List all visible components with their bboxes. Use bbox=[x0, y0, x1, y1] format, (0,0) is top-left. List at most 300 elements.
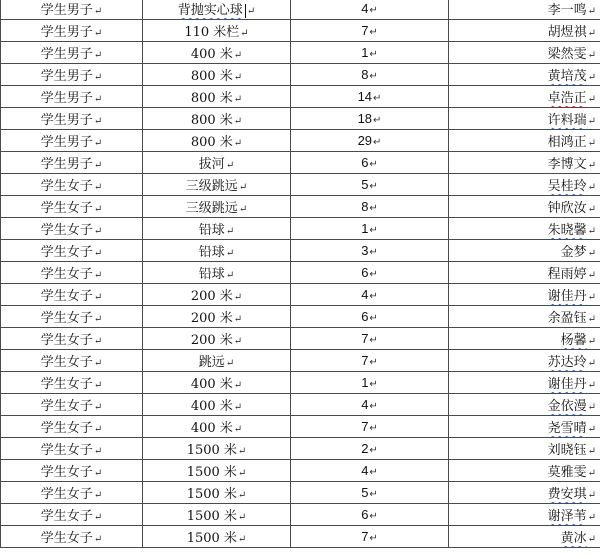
name-cell[interactable] bbox=[449, 394, 600, 416]
group-cell-text: 学生女子 bbox=[40, 311, 93, 326]
paragraph-mark-icon: ↵ bbox=[233, 72, 243, 83]
paragraph-mark-icon: ↵ bbox=[93, 94, 103, 105]
paragraph-mark-icon: ↵ bbox=[93, 50, 103, 61]
paragraph-mark-icon: ↵ bbox=[587, 50, 596, 61]
event-cell[interactable] bbox=[143, 174, 291, 196]
paragraph-mark-icon: ↵ bbox=[93, 336, 103, 347]
paragraph-mark-icon: ↵ bbox=[246, 6, 256, 17]
group-cell[interactable] bbox=[1, 526, 143, 548]
group-cell[interactable] bbox=[1, 416, 143, 438]
number-cell[interactable] bbox=[291, 372, 449, 394]
name-cell-text: 李博文 bbox=[547, 157, 587, 172]
event-cell[interactable] bbox=[143, 460, 291, 482]
group-cell[interactable] bbox=[1, 20, 143, 42]
group-cell[interactable] bbox=[1, 0, 143, 20]
table-row bbox=[1, 152, 600, 174]
table-row bbox=[1, 64, 600, 86]
name-cell-text: 尧雪晴 bbox=[547, 421, 587, 436]
event-cell-text: 800 米 bbox=[190, 113, 233, 128]
name-cell-text: 杨馨 bbox=[560, 333, 587, 348]
event-cell[interactable] bbox=[143, 328, 291, 350]
event-cell-text: 400 米 bbox=[190, 47, 233, 62]
number-cell-text: 4 bbox=[361, 1, 369, 16]
event-cell-text: 800 米 bbox=[190, 91, 233, 106]
number-cell[interactable] bbox=[291, 284, 449, 306]
name-cell-text: 谢佳丹 bbox=[547, 289, 587, 304]
number-cell[interactable] bbox=[291, 152, 449, 174]
group-cell-text: 学生女子 bbox=[40, 179, 93, 194]
number-cell-text: 4 bbox=[361, 287, 369, 302]
group-cell-text: 学生女子 bbox=[40, 333, 93, 348]
event-cell-text: 1500 米 bbox=[186, 509, 237, 524]
number-cell-text: 6 bbox=[361, 309, 369, 324]
number-cell-text: 1 bbox=[361, 375, 369, 390]
paragraph-mark-icon: ↵ bbox=[93, 468, 103, 479]
paragraph-mark-icon: ↵ bbox=[369, 49, 378, 60]
number-cell[interactable] bbox=[291, 218, 449, 240]
paragraph-mark-icon: ↵ bbox=[587, 468, 596, 479]
name-cell-text: 余盈钰 bbox=[547, 311, 587, 326]
event-cell-text: 400 米 bbox=[190, 377, 233, 392]
table-row bbox=[1, 416, 600, 438]
event-cell-text: 拔河 bbox=[198, 157, 225, 172]
name-cell[interactable] bbox=[449, 416, 600, 438]
paragraph-mark-icon: ↵ bbox=[225, 248, 235, 259]
number-cell[interactable] bbox=[291, 262, 449, 284]
group-cell[interactable] bbox=[1, 482, 143, 504]
name-cell-text: 梁然雯 bbox=[547, 47, 587, 62]
number-cell[interactable] bbox=[291, 64, 449, 86]
group-cell-text: 学生男子 bbox=[40, 157, 93, 172]
group-cell-text: 学生女子 bbox=[40, 421, 93, 436]
event-cell-text: 200 米 bbox=[190, 333, 233, 348]
name-cell[interactable] bbox=[449, 350, 600, 372]
number-cell[interactable] bbox=[291, 526, 449, 548]
paragraph-mark-icon: ↵ bbox=[93, 358, 103, 369]
paragraph-mark-icon: ↵ bbox=[233, 116, 243, 127]
name-cell[interactable] bbox=[449, 460, 600, 482]
name-cell-text: 谢佳丹 bbox=[547, 377, 587, 392]
group-cell[interactable] bbox=[1, 372, 143, 394]
name-cell-text: 刘晓钰 bbox=[547, 443, 587, 458]
name-cell[interactable] bbox=[449, 526, 600, 548]
number-cell[interactable] bbox=[291, 482, 449, 504]
event-cell-text: 400 米 bbox=[190, 399, 233, 414]
group-cell[interactable] bbox=[1, 504, 143, 526]
group-cell[interactable] bbox=[1, 284, 143, 306]
group-cell-text: 学生男子 bbox=[40, 47, 93, 62]
group-cell[interactable] bbox=[1, 438, 143, 460]
paragraph-mark-icon: ↵ bbox=[93, 116, 103, 127]
table-row bbox=[1, 196, 600, 218]
table-row bbox=[1, 438, 600, 460]
group-cell-text: 学生男子 bbox=[40, 91, 93, 106]
paragraph-mark-icon: ↵ bbox=[237, 512, 247, 523]
paragraph-mark-icon: ↵ bbox=[369, 181, 378, 192]
number-cell-text: 7 bbox=[361, 529, 369, 544]
table-row bbox=[1, 394, 600, 416]
name-cell[interactable] bbox=[449, 504, 600, 526]
name-cell[interactable] bbox=[449, 196, 600, 218]
table-row bbox=[1, 262, 600, 284]
event-cell[interactable] bbox=[143, 0, 291, 20]
table-row bbox=[1, 460, 600, 482]
name-cell[interactable] bbox=[449, 130, 600, 152]
number-cell-text: 8 bbox=[361, 67, 369, 82]
number-cell[interactable] bbox=[291, 438, 449, 460]
table-row bbox=[1, 218, 600, 240]
paragraph-mark-icon: ↵ bbox=[369, 423, 378, 434]
event-cell-text: 铅球 bbox=[198, 223, 225, 238]
table-row bbox=[1, 328, 600, 350]
name-cell[interactable] bbox=[449, 306, 600, 328]
number-cell[interactable] bbox=[291, 108, 449, 130]
number-cell[interactable] bbox=[291, 20, 449, 42]
name-cell[interactable] bbox=[449, 64, 600, 86]
group-cell-text: 学生男子 bbox=[40, 3, 93, 18]
paragraph-mark-icon: ↵ bbox=[225, 270, 235, 281]
group-cell[interactable] bbox=[1, 240, 143, 262]
paragraph-mark-icon: ↵ bbox=[240, 28, 249, 39]
group-cell-text: 学生男子 bbox=[40, 69, 93, 84]
table-row bbox=[1, 350, 600, 372]
name-cell[interactable] bbox=[449, 328, 600, 350]
number-cell-text: 7 bbox=[361, 419, 369, 434]
event-cell-text: 110 米栏 bbox=[184, 25, 240, 40]
event-cell-text: 200 米 bbox=[190, 289, 233, 304]
group-cell[interactable] bbox=[1, 218, 143, 240]
name-cell[interactable] bbox=[449, 240, 600, 262]
group-cell[interactable] bbox=[1, 328, 143, 350]
number-cell-text: 7 bbox=[361, 23, 369, 38]
paragraph-mark-icon: ↵ bbox=[237, 534, 247, 545]
paragraph-mark-icon: ↵ bbox=[93, 248, 103, 259]
paragraph-mark-icon: ↵ bbox=[225, 160, 235, 171]
paragraph-mark-icon: ↵ bbox=[587, 160, 596, 171]
name-cell-text: 费安琪 bbox=[547, 487, 587, 502]
paragraph-mark-icon: ↵ bbox=[587, 380, 596, 391]
group-cell-text: 学生男子 bbox=[40, 113, 93, 128]
paragraph-mark-icon: ↵ bbox=[369, 313, 378, 324]
event-cell[interactable] bbox=[143, 86, 291, 108]
paragraph-mark-icon: ↵ bbox=[373, 93, 382, 104]
name-cell[interactable] bbox=[449, 42, 600, 64]
group-cell[interactable] bbox=[1, 394, 143, 416]
name-cell-text: 金梦 bbox=[560, 245, 587, 260]
group-cell[interactable] bbox=[1, 86, 143, 108]
group-cell[interactable] bbox=[1, 130, 143, 152]
number-cell-text: 29 bbox=[357, 133, 373, 148]
group-cell[interactable] bbox=[1, 306, 143, 328]
name-cell[interactable] bbox=[449, 262, 600, 284]
name-cell-text: 许料瑞 bbox=[547, 113, 587, 128]
event-cell-text: 800 米 bbox=[190, 69, 233, 84]
name-cell[interactable] bbox=[449, 174, 600, 196]
group-cell-text: 学生女子 bbox=[40, 509, 93, 524]
paragraph-mark-icon: ↵ bbox=[93, 204, 103, 215]
group-cell-text: 学生女子 bbox=[40, 223, 93, 238]
paragraph-mark-icon: ↵ bbox=[587, 138, 596, 149]
event-cell[interactable] bbox=[143, 108, 291, 130]
event-cell[interactable] bbox=[143, 196, 291, 218]
group-cell[interactable] bbox=[1, 152, 143, 174]
event-cell[interactable] bbox=[143, 526, 291, 548]
paragraph-mark-icon: ↵ bbox=[369, 225, 378, 236]
paragraph-mark-icon: ↵ bbox=[369, 533, 378, 544]
name-cell-text: 苏达玲 bbox=[547, 355, 587, 370]
event-cell[interactable] bbox=[143, 152, 291, 174]
group-cell-text: 学生女子 bbox=[40, 355, 93, 370]
event-cell[interactable] bbox=[143, 350, 291, 372]
paragraph-mark-icon: ↵ bbox=[93, 380, 103, 391]
paragraph-mark-icon: ↵ bbox=[369, 511, 378, 522]
paragraph-mark-icon: ↵ bbox=[233, 292, 243, 303]
name-cell[interactable] bbox=[449, 152, 600, 174]
number-cell-text: 6 bbox=[361, 265, 369, 280]
paragraph-mark-icon: ↵ bbox=[93, 72, 103, 83]
paragraph-mark-icon: ↵ bbox=[369, 379, 378, 390]
paragraph-mark-icon: ↵ bbox=[233, 380, 243, 391]
event-cell[interactable] bbox=[143, 394, 291, 416]
paragraph-mark-icon: ↵ bbox=[93, 512, 103, 523]
event-cell[interactable] bbox=[143, 20, 291, 42]
event-cell-text: 铅球 bbox=[198, 267, 225, 282]
event-cell-text: 三级跳远 bbox=[185, 201, 238, 216]
paragraph-mark-icon: ↵ bbox=[93, 402, 103, 413]
name-cell[interactable] bbox=[449, 218, 600, 240]
number-cell[interactable] bbox=[291, 460, 449, 482]
group-cell-text: 学生女子 bbox=[40, 267, 93, 282]
name-cell[interactable] bbox=[449, 108, 600, 130]
group-cell-text: 学生男子 bbox=[40, 135, 93, 150]
paragraph-mark-icon: ↵ bbox=[93, 314, 103, 325]
group-cell[interactable] bbox=[1, 42, 143, 64]
name-cell-text: 钟欣汝 bbox=[547, 201, 587, 216]
paragraph-mark-icon: ↵ bbox=[93, 160, 103, 171]
paragraph-mark-icon: ↵ bbox=[225, 226, 235, 237]
paragraph-mark-icon: ↵ bbox=[238, 182, 248, 193]
paragraph-mark-icon: ↵ bbox=[93, 446, 103, 457]
event-cell[interactable] bbox=[143, 416, 291, 438]
paragraph-mark-icon: ↵ bbox=[233, 424, 243, 435]
number-cell-text: 4 bbox=[361, 397, 369, 412]
name-cell[interactable] bbox=[449, 20, 600, 42]
event-cell-text: 400 米 bbox=[190, 421, 233, 436]
table-row bbox=[1, 284, 600, 306]
number-cell-text: 8 bbox=[361, 199, 369, 214]
paragraph-mark-icon: ↵ bbox=[233, 138, 243, 149]
number-cell-text: 2 bbox=[361, 441, 369, 456]
event-cell-text: 1500 米 bbox=[186, 531, 237, 546]
paragraph-mark-icon: ↵ bbox=[369, 467, 378, 478]
number-cell-text: 7 bbox=[361, 353, 369, 368]
paragraph-mark-icon: ↵ bbox=[233, 402, 243, 413]
event-cell[interactable] bbox=[143, 504, 291, 526]
paragraph-mark-icon: ↵ bbox=[587, 182, 596, 193]
table-row bbox=[1, 482, 600, 504]
group-cell[interactable] bbox=[1, 196, 143, 218]
name-cell[interactable] bbox=[449, 438, 600, 460]
event-cell[interactable] bbox=[143, 262, 291, 284]
paragraph-mark-icon: ↵ bbox=[587, 94, 596, 105]
group-cell-text: 学生女子 bbox=[40, 289, 93, 304]
paragraph-mark-icon: ↵ bbox=[93, 6, 103, 17]
number-cell[interactable] bbox=[291, 350, 449, 372]
paragraph-mark-icon: ↵ bbox=[587, 292, 596, 303]
paragraph-mark-icon: ↵ bbox=[237, 468, 247, 479]
name-cell[interactable] bbox=[449, 482, 600, 504]
event-cell-text: 铅球 bbox=[198, 245, 225, 260]
number-cell[interactable] bbox=[291, 130, 449, 152]
paragraph-mark-icon: ↵ bbox=[587, 424, 596, 435]
paragraph-mark-icon: ↵ bbox=[587, 512, 596, 523]
event-cell[interactable] bbox=[143, 130, 291, 152]
number-cell[interactable] bbox=[291, 328, 449, 350]
number-cell-text: 5 bbox=[361, 485, 369, 500]
group-cell-text: 学生女子 bbox=[40, 377, 93, 392]
paragraph-mark-icon: ↵ bbox=[369, 269, 378, 280]
name-cell-text: 莫雅雯 bbox=[547, 465, 587, 480]
paragraph-mark-icon: ↵ bbox=[587, 402, 596, 413]
name-cell-text: 朱晓馨 bbox=[547, 223, 587, 238]
paragraph-mark-icon: ↵ bbox=[233, 336, 243, 347]
table-row bbox=[1, 504, 600, 526]
paragraph-mark-icon: ↵ bbox=[587, 116, 596, 127]
table-row bbox=[1, 0, 600, 20]
number-cell[interactable] bbox=[291, 306, 449, 328]
name-cell[interactable] bbox=[449, 0, 600, 20]
number-cell[interactable] bbox=[291, 86, 449, 108]
table-row bbox=[1, 372, 600, 394]
number-cell[interactable] bbox=[291, 174, 449, 196]
group-cell[interactable] bbox=[1, 64, 143, 86]
paragraph-mark-icon: ↵ bbox=[93, 28, 103, 39]
paragraph-mark-icon: ↵ bbox=[373, 137, 382, 148]
paragraph-mark-icon: ↵ bbox=[587, 490, 596, 501]
paragraph-mark-icon: ↵ bbox=[587, 6, 596, 17]
paragraph-mark-icon: ↵ bbox=[93, 138, 103, 149]
number-cell-text: 6 bbox=[361, 155, 369, 170]
paragraph-mark-icon: ↵ bbox=[369, 27, 378, 38]
table-row bbox=[1, 306, 600, 328]
group-cell-text: 学生女子 bbox=[40, 443, 93, 458]
paragraph-mark-icon: ↵ bbox=[369, 291, 378, 302]
event-cell[interactable] bbox=[143, 372, 291, 394]
group-cell-text: 学生女子 bbox=[40, 245, 93, 260]
text-cursor bbox=[245, 4, 246, 18]
number-cell[interactable] bbox=[291, 416, 449, 438]
group-cell-text: 学生女子 bbox=[40, 465, 93, 480]
paragraph-mark-icon: ↵ bbox=[225, 358, 235, 369]
paragraph-mark-icon: ↵ bbox=[93, 534, 103, 545]
paragraph-mark-icon: ↵ bbox=[93, 182, 103, 193]
paragraph-mark-icon: ↵ bbox=[369, 159, 378, 170]
paragraph-mark-icon: ↵ bbox=[587, 270, 596, 281]
table-row bbox=[1, 86, 600, 108]
table-row bbox=[1, 108, 600, 130]
event-cell[interactable] bbox=[143, 482, 291, 504]
group-cell-text: 学生女子 bbox=[40, 201, 93, 216]
number-cell[interactable] bbox=[291, 0, 449, 20]
name-cell[interactable] bbox=[449, 372, 600, 394]
table-row bbox=[1, 240, 600, 262]
paragraph-mark-icon: ↵ bbox=[369, 203, 378, 214]
event-cell-text: 800 米 bbox=[190, 135, 233, 150]
table-row bbox=[1, 20, 600, 42]
group-cell[interactable] bbox=[1, 350, 143, 372]
group-cell[interactable] bbox=[1, 108, 143, 130]
number-cell[interactable] bbox=[291, 504, 449, 526]
name-cell[interactable] bbox=[449, 284, 600, 306]
paragraph-mark-icon: ↵ bbox=[93, 490, 103, 501]
paragraph-mark-icon: ↵ bbox=[373, 115, 382, 126]
event-cell-text: 1500 米 bbox=[186, 465, 237, 480]
group-cell[interactable] bbox=[1, 460, 143, 482]
paragraph-mark-icon: ↵ bbox=[233, 94, 243, 105]
paragraph-mark-icon: ↵ bbox=[587, 446, 596, 457]
name-cell-text: 谢泽苇 bbox=[547, 509, 587, 524]
event-cell[interactable] bbox=[143, 42, 291, 64]
paragraph-mark-icon: ↵ bbox=[93, 270, 103, 281]
paragraph-mark-icon: ↵ bbox=[233, 314, 243, 325]
paragraph-mark-icon: ↵ bbox=[587, 534, 596, 545]
name-cell-text: 黄冰 bbox=[560, 531, 587, 546]
paragraph-mark-icon: ↵ bbox=[233, 50, 243, 61]
paragraph-mark-icon: ↵ bbox=[587, 204, 596, 215]
paragraph-mark-icon: ↵ bbox=[369, 247, 378, 258]
number-cell[interactable] bbox=[291, 42, 449, 64]
number-cell-text: 6 bbox=[361, 507, 369, 522]
paragraph-mark-icon: ↵ bbox=[369, 357, 378, 368]
paragraph-mark-icon: ↵ bbox=[369, 489, 378, 500]
event-cell[interactable] bbox=[143, 240, 291, 262]
paragraph-mark-icon: ↵ bbox=[237, 490, 247, 501]
number-cell[interactable] bbox=[291, 394, 449, 416]
table-row bbox=[1, 174, 600, 196]
event-cell[interactable] bbox=[143, 218, 291, 240]
table-row bbox=[1, 526, 600, 548]
paragraph-mark-icon: ↵ bbox=[238, 204, 248, 215]
number-cell-text: 4 bbox=[361, 463, 369, 478]
table-row bbox=[1, 42, 600, 64]
event-cell[interactable] bbox=[143, 438, 291, 460]
group-cell[interactable] bbox=[1, 174, 143, 196]
event-cell[interactable] bbox=[143, 64, 291, 86]
table-row bbox=[1, 130, 600, 152]
number-cell[interactable] bbox=[291, 196, 449, 218]
event-cell-text: 三级跳远 bbox=[185, 179, 238, 194]
name-cell[interactable] bbox=[449, 86, 600, 108]
number-cell-text: 18 bbox=[357, 111, 373, 126]
group-cell-text: 学生女子 bbox=[40, 399, 93, 414]
event-cell-text: 1500 米 bbox=[186, 487, 237, 502]
number-cell-text: 1 bbox=[361, 45, 369, 60]
paragraph-mark-icon: ↵ bbox=[93, 424, 103, 435]
paragraph-mark-icon: ↵ bbox=[369, 5, 378, 16]
group-cell-text: 学生男子 bbox=[40, 25, 93, 40]
paragraph-mark-icon: ↵ bbox=[93, 226, 103, 237]
event-cell[interactable] bbox=[143, 284, 291, 306]
number-cell-text: 14 bbox=[357, 89, 373, 104]
paragraph-mark-icon: ↵ bbox=[587, 336, 596, 347]
paragraph-mark-icon: ↵ bbox=[369, 335, 378, 346]
event-cell-text: 跳远 bbox=[198, 355, 225, 370]
number-cell-text: 7 bbox=[361, 331, 369, 346]
name-cell-text: 黄培茂 bbox=[547, 69, 587, 84]
group-cell[interactable] bbox=[1, 262, 143, 284]
event-cell[interactable] bbox=[143, 306, 291, 328]
number-cell[interactable] bbox=[291, 240, 449, 262]
